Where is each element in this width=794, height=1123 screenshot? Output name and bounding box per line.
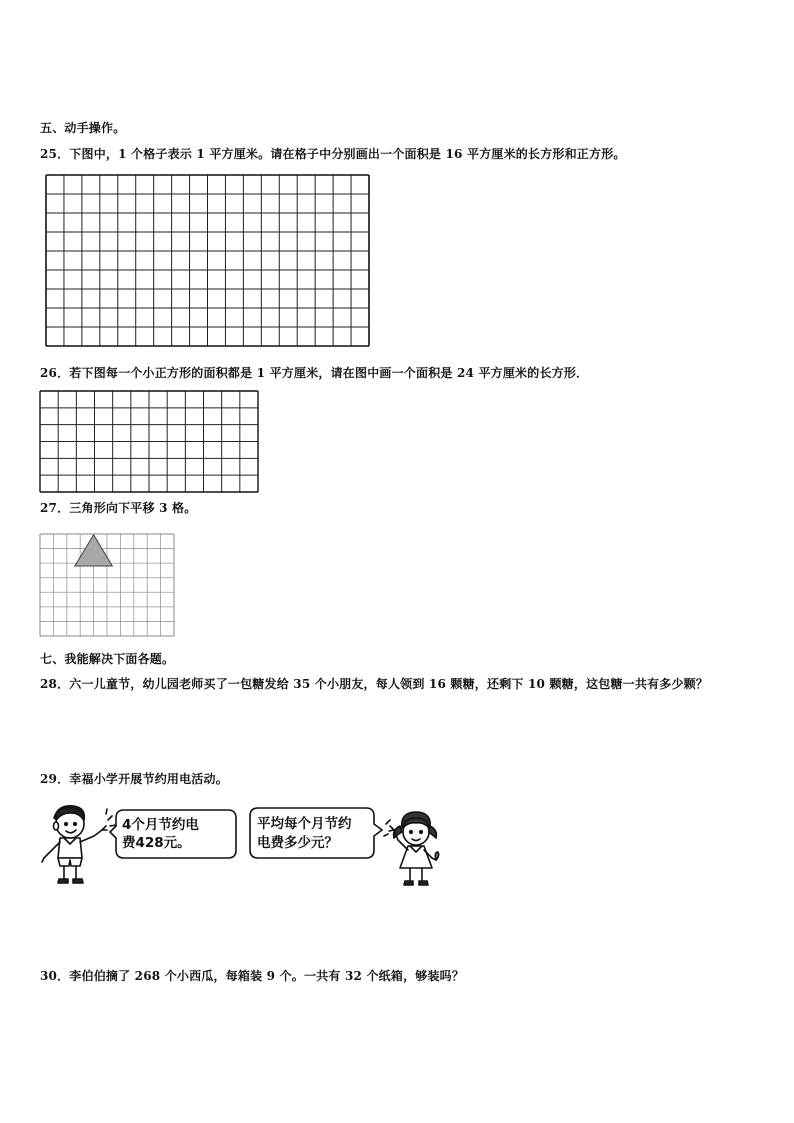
- question-25-text: 25．下图中，1 个格子表示 1 平方厘米。请在格子中分别画出一个面积是 16 平方厘米的长方形和正方形。: [40, 147, 626, 161]
- question-28-text: 28．六一儿童节，幼儿园老师买了一包糖发给 35 个小朋友，每人领到 16 颗糖，还剩下 10 颗糖，这包糖一共有多少颗？: [40, 677, 709, 691]
- section-five-heading: 五、动手操作。: [40, 121, 126, 135]
- girl-bubble-line1: 平均每个月节约: [257, 816, 352, 832]
- question-26-grid: [39, 390, 260, 494]
- boy-bubble-line1: 4个月节约电: [122, 817, 199, 833]
- question-27-grid: [39, 533, 176, 638]
- question-30-text: 30．李伯伯摘了 268 个小西瓜，每箱装 9 个。一共有 32 个纸箱，够装吗？: [40, 969, 465, 983]
- question-26-text: 26．若下图每一个小正方形的面积都是 1 平方厘米，请在图中画一个面积是 24 平方厘米的长方形．: [40, 366, 589, 380]
- section-seven-heading: 七、我能解决下面各题。: [40, 652, 175, 666]
- girl-bubble-line2: 电费多少元？: [257, 835, 338, 851]
- question-29-text: 29．幸福小学开展节约用电活动。: [40, 772, 228, 786]
- question-25-grid: [45, 174, 371, 348]
- boy-bubble-line2: 费428元。: [122, 835, 191, 851]
- question-27-text: 27．三角形向下平移 3 格。: [40, 501, 197, 515]
- girl-illustration: [384, 806, 450, 890]
